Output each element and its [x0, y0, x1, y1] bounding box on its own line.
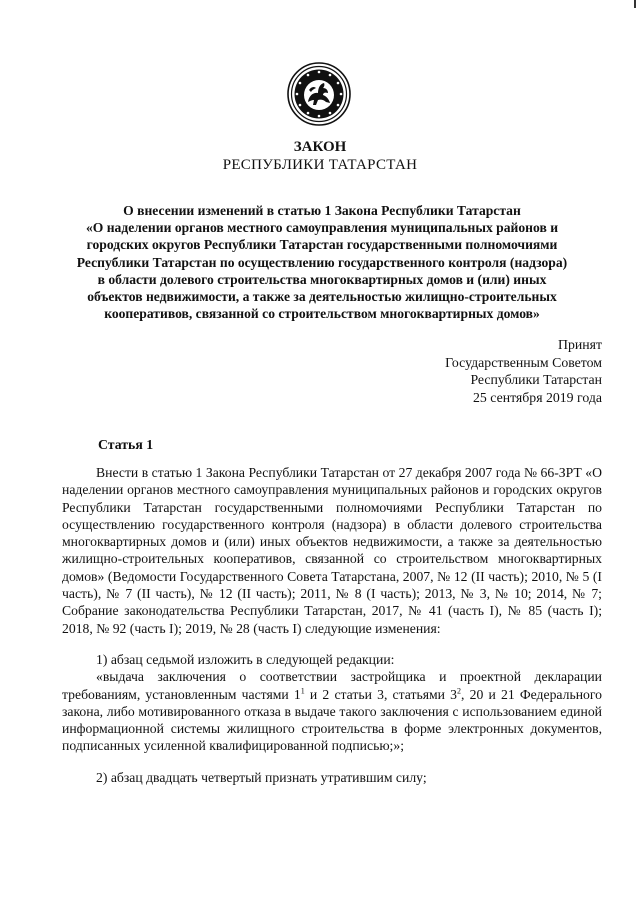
heading-line: объектов недвижимости, а также за деятельностью жилищно-строительных: [87, 289, 557, 305]
page-edge-mark: [634, 0, 636, 8]
quote-part: «выдача заключения о соответствии застройщика и проектной декларации требованиям, установленным частями 1: [62, 669, 602, 702]
superscript: 2: [457, 686, 462, 695]
document-title: ЗАКОН: [293, 139, 347, 155]
article-title: Статья 1: [98, 437, 154, 452]
quote-part: и 2 статьи 3, статьями 3: [304, 686, 458, 702]
amendment-quote: [62, 668, 602, 754]
amendment-item-1: 1) абзац седьмой изложить в следующей редакции:: [96, 651, 395, 667]
heading-line: О внесении изменений в статью 1 Закона Республики Татарстан: [123, 203, 521, 218]
article-body: [62, 464, 602, 786]
adoption-date: 25 сентября 2019 года: [473, 389, 602, 405]
adoption-line: Государственным Советом: [445, 354, 602, 370]
tatarstan-emblem-icon: [287, 62, 351, 126]
adoption-line: Республики Татарстан: [470, 372, 602, 388]
quote-part: , 20 и 21 Федерального закона, либо мотивированного отказа в выдаче такого заключения с использованием единой информационной системы жилищного строительства в форме электронных документов, подписанных усиленной квалифицированной подписью;»;: [62, 686, 602, 754]
adoption-block: [445, 336, 602, 406]
heading-line: в области долевого строительства многоквартирных домов и (или) иных: [97, 271, 547, 287]
article-intro: Внести в статью 1 Закона Республики Татарстан от 27 декабря 2007 года № 66-ЗРТ «О наделении органов местного самоуправления муниципальных районов и городских округов Республики Татарстан государственными полномочиями Республики Татарстан по осуществлению государственного контроля (надзора) в области долевого строительства многоквартирных домов и (или) иных объектов недвижимости, а также за деятельностью жилищно-строительных кооперативов, связанной со строительством многоквартирных домов» (Ведомости Государственного Совета Татарстана, 2007, № 12 (II часть); 2010, № 5 (I часть), № 7 (II часть), № 12 (II часть); 2011, № 8 (I часть); 2013, № 3, № 10; 2014, № 7; Собрание законодательства Республики Татарстан, 2017, № 41 (часть I), № 85 (часть I); 2018, № 92 (часть I); 2019, № 28 (часть I) следующие изменения:: [62, 465, 602, 636]
amendment-item-2: 2) абзац двадцать четвертый признать утратившим силу;: [96, 769, 427, 785]
law-heading: [62, 202, 582, 322]
heading-line: Республики Татарстан по осуществлению государственного контроля (надзора): [76, 254, 568, 270]
heading-line: городских округов Республики Татарстан государственными полномочиями: [86, 237, 558, 253]
superscript: 1: [300, 686, 305, 695]
heading-line: кооперативов, связанной со строительством многоквартирных домов»: [104, 306, 540, 322]
adoption-line: Принят: [557, 337, 602, 352]
document-subtitle: РЕСПУБЛИКИ ТАТАРСТАН: [222, 157, 418, 173]
heading-line: «О наделении органов местного самоуправления муниципальных районов и: [85, 220, 559, 236]
